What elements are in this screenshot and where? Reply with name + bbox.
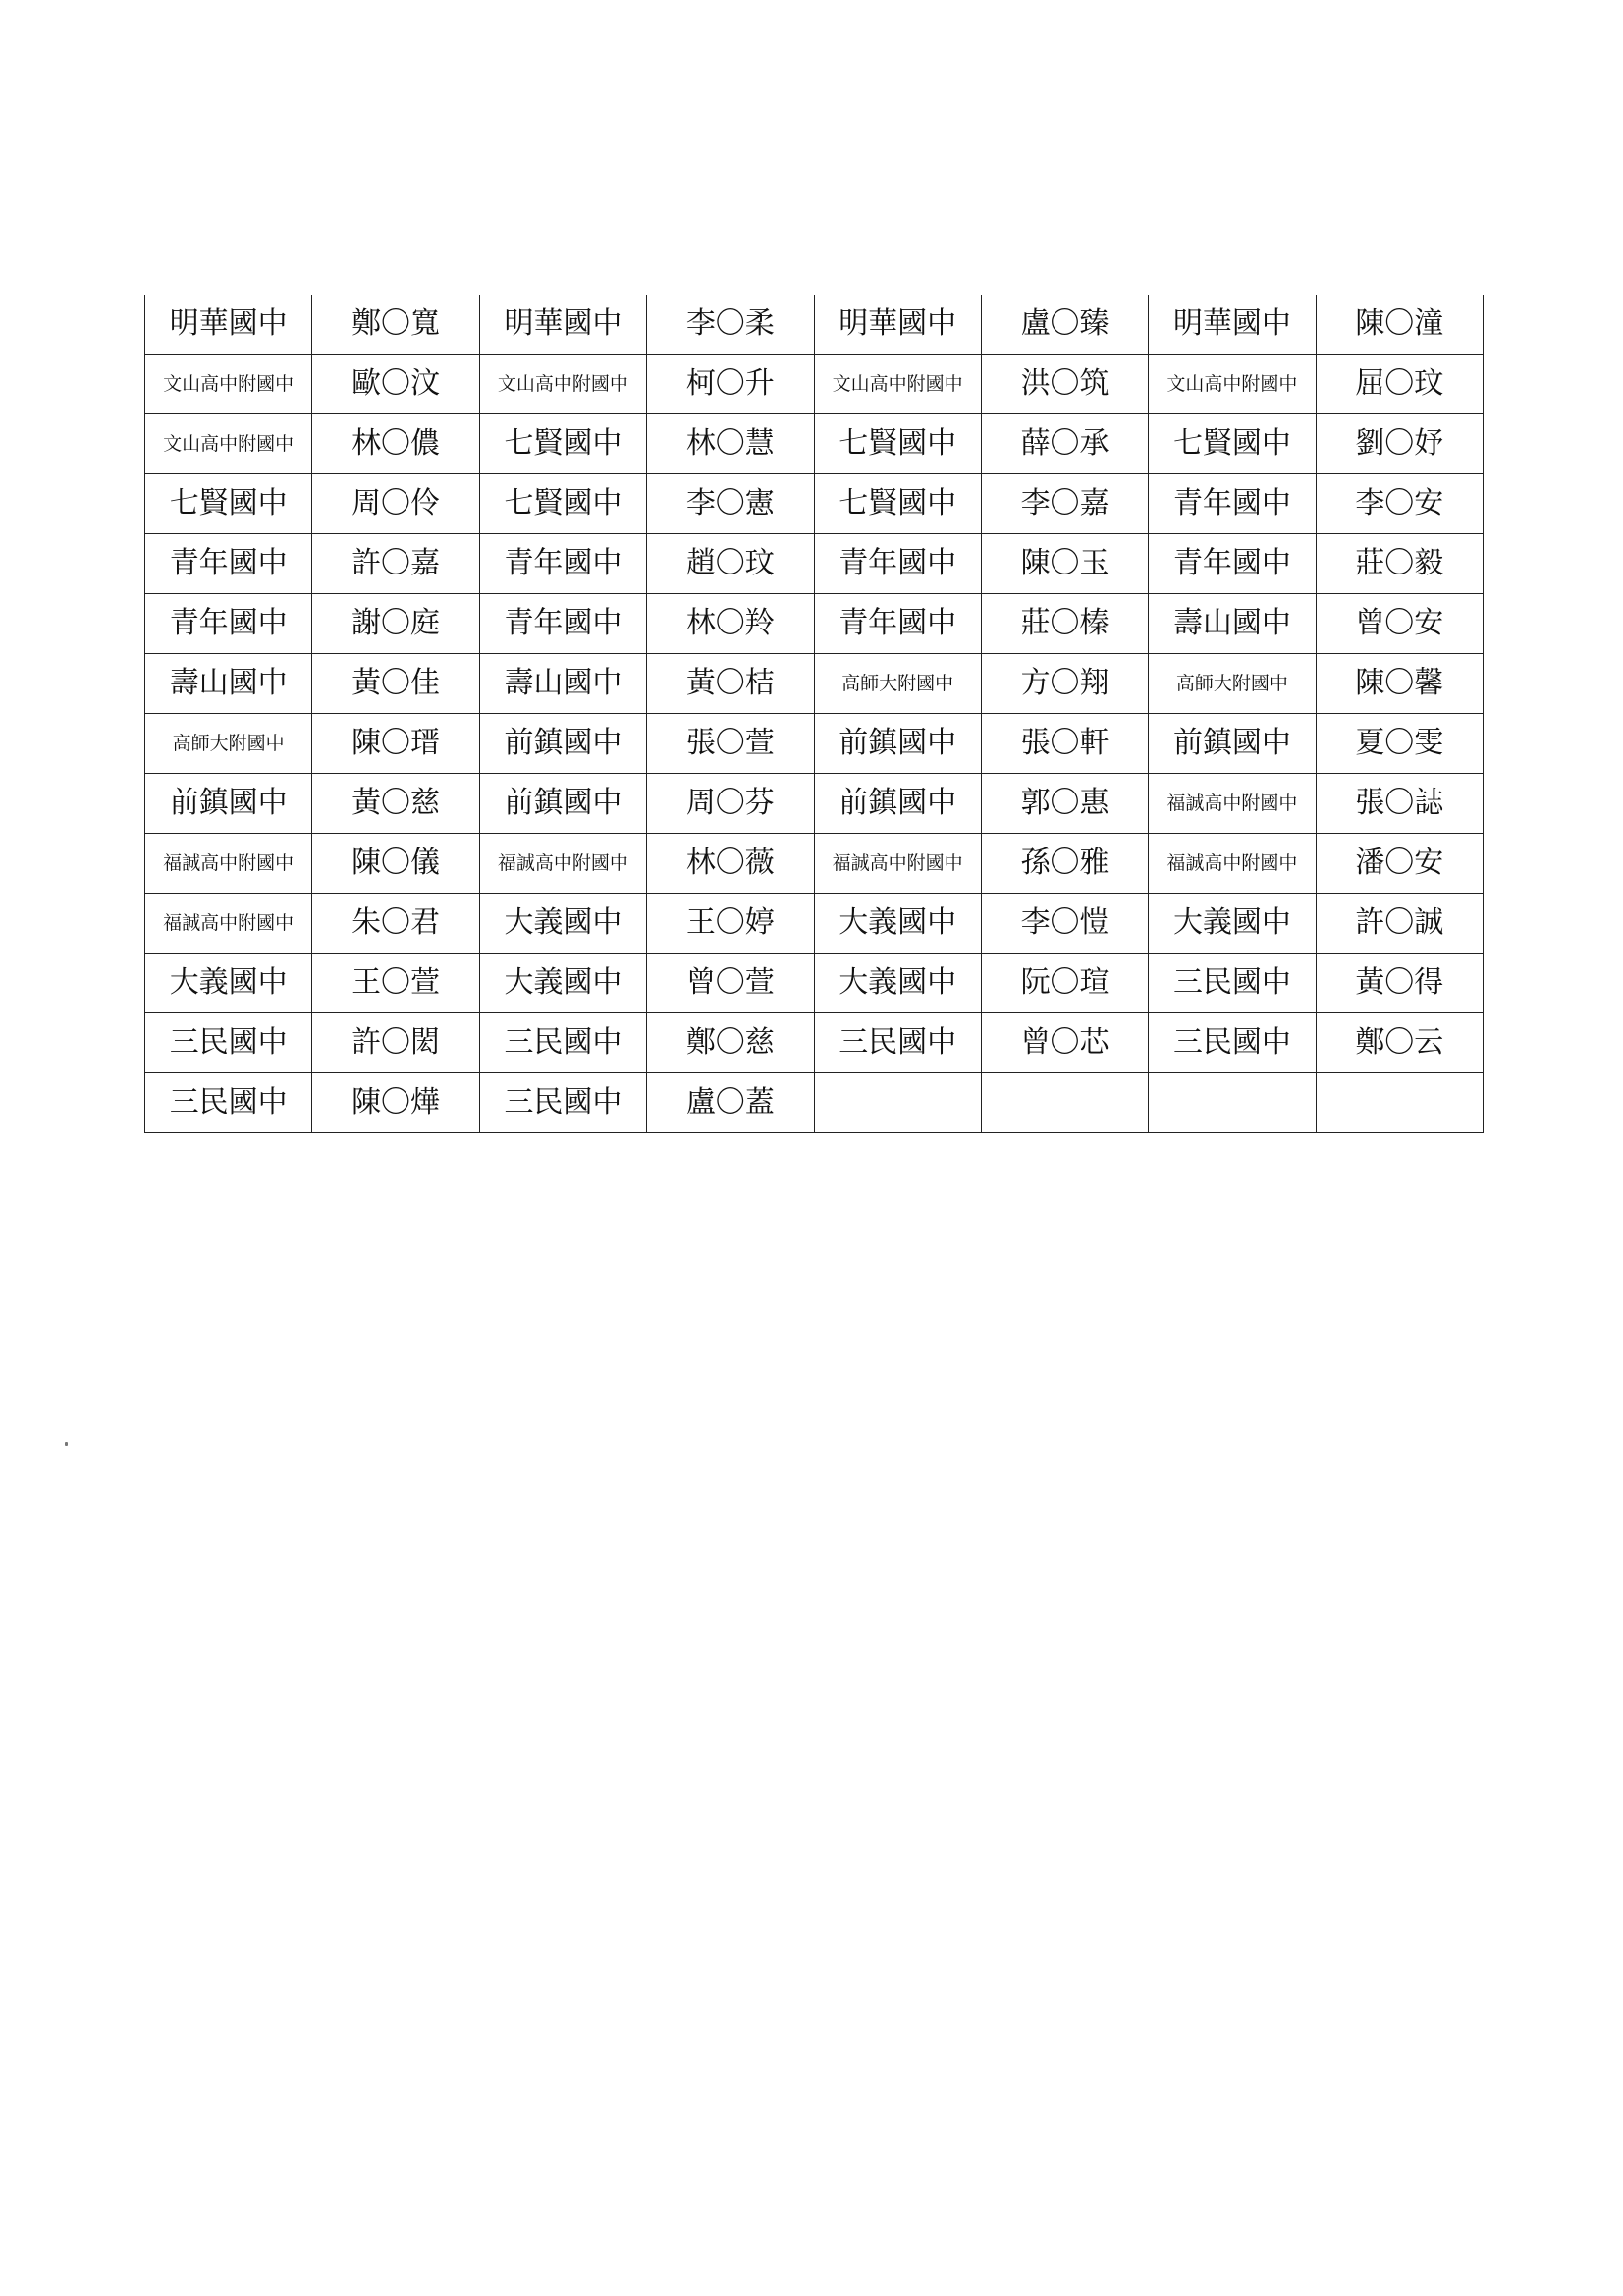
school-cell: 三民國中 [814,1013,981,1073]
school-cell: 青年國中 [1149,534,1316,594]
school-cell: 福誠高中附國中 [814,834,981,894]
table-row [145,295,1484,355]
student-name-cell: 黃〇桔 [647,654,814,714]
student-name-cell: 張〇軒 [981,714,1148,774]
student-name-cell: 柯〇升 [647,355,814,414]
school-cell: 明華國中 [814,295,981,355]
school-cell: 明華國中 [145,295,312,355]
school-cell: 文山高中附國中 [145,414,312,474]
school-cell: 福誠高中附國中 [479,834,646,894]
school-cell: 明華國中 [479,295,646,355]
student-name-cell: 許〇嘉 [312,534,479,594]
school-cell: 大義國中 [479,954,646,1013]
school-cell: 壽山國中 [145,654,312,714]
student-name-cell: 陳〇瑨 [312,714,479,774]
student-name-cell: 李〇嘉 [981,474,1148,534]
table-row [145,894,1484,954]
student-name-cell: 方〇翔 [981,654,1148,714]
student-name-cell: 孫〇雅 [981,834,1148,894]
school-cell: 福誠高中附國中 [145,894,312,954]
student-name-cell: 洪〇筑 [981,355,1148,414]
table-row [145,1073,1484,1133]
school-cell: 三民國中 [145,1013,312,1073]
student-name-cell: 盧〇臻 [981,295,1148,355]
student-name-cell: 張〇萱 [647,714,814,774]
table-row [145,534,1484,594]
school-cell: 青年國中 [479,534,646,594]
student-name-cell: 陳〇儀 [312,834,479,894]
table-row [145,594,1484,654]
student-name-cell: 陳〇潼 [1316,295,1483,355]
school-cell: 高師大附國中 [814,654,981,714]
student-name-cell: 陳〇玉 [981,534,1148,594]
school-cell: 大義國中 [479,894,646,954]
school-cell: 文山高中附國中 [145,355,312,414]
school-cell: 三民國中 [1149,954,1316,1013]
school-cell: 大義國中 [814,954,981,1013]
student-name-cell: 莊〇榛 [981,594,1148,654]
table-row [145,654,1484,714]
student-name-cell: 黃〇得 [1316,954,1483,1013]
student-name-cell: 周〇芬 [647,774,814,834]
student-name-cell: 薛〇承 [981,414,1148,474]
school-cell: 前鎮國中 [1149,714,1316,774]
school-cell: 文山高中附國中 [1149,355,1316,414]
school-cell: 七賢國中 [145,474,312,534]
school-cell: 福誠高中附國中 [1149,834,1316,894]
student-name-cell: 黃〇慈 [312,774,479,834]
scan-speck [65,1442,68,1446]
student-name-cell: 曾〇芯 [981,1013,1148,1073]
school-cell: 前鎮國中 [479,714,646,774]
student-name-cell: 王〇萱 [312,954,479,1013]
school-cell: 福誠高中附國中 [145,834,312,894]
school-cell: 高師大附國中 [1149,654,1316,714]
student-name-cell: 周〇伶 [312,474,479,534]
student-name-cell: 林〇薇 [647,834,814,894]
student-name-cell: 曾〇安 [1316,594,1483,654]
student-name-cell: 李〇柔 [647,295,814,355]
student-name-cell: 阮〇瑄 [981,954,1148,1013]
student-name-cell: 張〇誌 [1316,774,1483,834]
school-cell: 大義國中 [145,954,312,1013]
student-name-cell: 屈〇玟 [1316,355,1483,414]
student-name-cell: 劉〇妤 [1316,414,1483,474]
student-name-cell: 趙〇玟 [647,534,814,594]
school-cell: 前鎮國中 [814,774,981,834]
student-name-cell: 李〇安 [1316,474,1483,534]
school-cell [814,1073,981,1133]
student-name-cell: 歐〇汶 [312,355,479,414]
student-name-cell: 李〇憲 [647,474,814,534]
school-cell: 青年國中 [814,534,981,594]
school-cell: 大義國中 [1149,894,1316,954]
school-cell: 青年國中 [145,594,312,654]
table-row [145,474,1484,534]
school-cell: 青年國中 [145,534,312,594]
student-name-cell [981,1073,1148,1133]
student-name-cell: 朱〇君 [312,894,479,954]
student-name-cell: 陳〇馨 [1316,654,1483,714]
student-name-cell: 陳〇燁 [312,1073,479,1133]
school-cell: 青年國中 [814,594,981,654]
student-name-cell [1316,1073,1483,1133]
student-name-cell: 黃〇佳 [312,654,479,714]
school-cell: 壽山國中 [479,654,646,714]
school-cell: 七賢國中 [814,474,981,534]
school-cell: 七賢國中 [479,414,646,474]
student-name-cell: 林〇慧 [647,414,814,474]
student-name-cell: 鄭〇云 [1316,1013,1483,1073]
school-cell: 壽山國中 [1149,594,1316,654]
student-roster-table [144,295,1484,1133]
school-cell: 福誠高中附國中 [1149,774,1316,834]
table-row [145,355,1484,414]
student-name-cell: 鄭〇寬 [312,295,479,355]
school-cell: 前鎮國中 [479,774,646,834]
school-cell: 三民國中 [479,1073,646,1133]
table-row [145,414,1484,474]
student-name-cell: 謝〇庭 [312,594,479,654]
school-cell: 青年國中 [1149,474,1316,534]
student-name-cell: 潘〇安 [1316,834,1483,894]
student-name-cell: 許〇誠 [1316,894,1483,954]
school-cell: 三民國中 [145,1073,312,1133]
table-row [145,714,1484,774]
school-cell: 前鎮國中 [145,774,312,834]
school-cell: 三民國中 [479,1013,646,1073]
school-cell: 三民國中 [1149,1013,1316,1073]
school-cell: 七賢國中 [1149,414,1316,474]
student-name-cell: 王〇婷 [647,894,814,954]
school-cell: 青年國中 [479,594,646,654]
student-name-cell: 許〇閎 [312,1013,479,1073]
student-name-cell: 夏〇雯 [1316,714,1483,774]
school-cell: 文山高中附國中 [479,355,646,414]
student-name-cell: 盧〇蓋 [647,1073,814,1133]
school-cell: 七賢國中 [479,474,646,534]
table-row [145,774,1484,834]
student-name-cell: 莊〇毅 [1316,534,1483,594]
student-name-cell: 鄭〇慈 [647,1013,814,1073]
school-cell: 文山高中附國中 [814,355,981,414]
student-name-cell: 林〇羚 [647,594,814,654]
student-name-cell: 林〇儂 [312,414,479,474]
school-cell: 前鎮國中 [814,714,981,774]
table-row [145,834,1484,894]
student-name-cell: 李〇愷 [981,894,1148,954]
school-cell: 大義國中 [814,894,981,954]
school-cell: 明華國中 [1149,295,1316,355]
table-row [145,1013,1484,1073]
table-row [145,954,1484,1013]
school-cell [1149,1073,1316,1133]
school-cell: 七賢國中 [814,414,981,474]
school-cell: 高師大附國中 [145,714,312,774]
student-name-cell: 曾〇萱 [647,954,814,1013]
student-name-cell: 郭〇惠 [981,774,1148,834]
